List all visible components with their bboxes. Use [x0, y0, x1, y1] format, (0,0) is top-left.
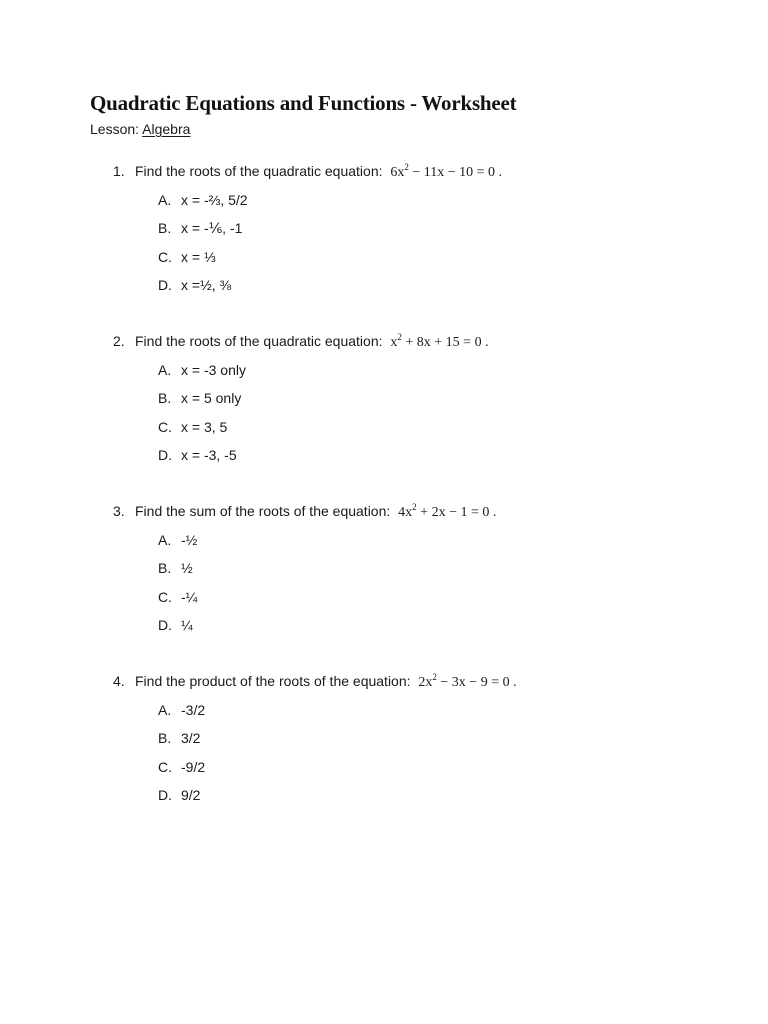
option-letter: D.: [158, 787, 172, 803]
option-text: -½: [181, 532, 198, 548]
question-prompt: Find the roots of the quadratic equation:: [135, 163, 383, 179]
option-text: x = -⅙, -1: [181, 220, 243, 236]
question-equation: [398, 502, 497, 520]
equation-exponent: 2: [404, 162, 409, 172]
option-text: x = -⅔, 5/2: [181, 192, 248, 208]
option-text: x = ⅓: [181, 249, 216, 265]
lesson-link-algebra[interactable]: Algebra: [142, 121, 191, 137]
option-letter: A.: [158, 702, 172, 718]
question-number: 1.: [113, 163, 125, 179]
option-text: 3/2: [181, 730, 201, 746]
equation-rest: + 8x + 15 = 0 .: [401, 335, 489, 350]
equation-exponent: 2: [397, 332, 402, 342]
option-letter: C.: [158, 759, 172, 775]
option-letter: C.: [158, 419, 172, 435]
option-text: x = 3, 5: [181, 419, 228, 435]
option-text: x =½, ⅜: [181, 277, 232, 293]
question-number: 2.: [113, 333, 125, 349]
option-text: 9/2: [181, 787, 201, 803]
equation-term: 6x: [390, 165, 405, 180]
question-equation: [390, 162, 503, 180]
question-text: [135, 163, 502, 181]
equation-term: 2x: [418, 675, 433, 690]
equation-rest: − 3x − 9 = 0 .: [436, 675, 517, 690]
option-letter: B.: [158, 220, 172, 236]
option-text: ½: [181, 560, 193, 576]
option-text: ¼: [181, 617, 193, 633]
question-prompt: Find the roots of the quadratic equation:: [135, 333, 383, 349]
question-prompt: Find the sum of the roots of the equation:: [135, 503, 391, 519]
equation-rest: − 11x − 10 = 0 .: [408, 165, 503, 180]
equation-term: 4x: [398, 505, 413, 520]
question-equation: [390, 332, 489, 350]
question-number: 3.: [113, 503, 125, 519]
question-number: 4.: [113, 673, 125, 689]
question-equation: [418, 672, 517, 690]
option-letter: A.: [158, 192, 172, 208]
option-letter: D.: [158, 277, 172, 293]
option-letter: A.: [158, 532, 172, 548]
equation-term: x: [390, 335, 398, 350]
option-text: -9/2: [181, 759, 206, 775]
option-letter: B.: [158, 390, 172, 406]
option-letter: B.: [158, 560, 172, 576]
equation-exponent: 2: [432, 672, 437, 682]
question-text: [135, 503, 496, 521]
option-text: x = -3, -5: [181, 447, 237, 463]
option-text: -3/2: [181, 702, 206, 718]
option-letter: D.: [158, 447, 172, 463]
question-prompt: Find the product of the roots of the equation:: [135, 673, 411, 689]
option-letter: C.: [158, 249, 172, 265]
option-letter: A.: [158, 362, 172, 378]
lesson-label: Lesson:: [90, 121, 143, 137]
equation-exponent: 2: [412, 502, 417, 512]
equation-rest: + 2x − 1 = 0 .: [416, 505, 497, 520]
question-text: [135, 673, 517, 691]
option-letter: C.: [158, 589, 172, 605]
question-text: [135, 333, 489, 351]
option-letter: B.: [158, 730, 172, 746]
page-title: Quadratic Equations and Functions - Worksheet: [90, 91, 517, 115]
option-letter: D.: [158, 617, 172, 633]
lesson-line: [90, 121, 190, 137]
option-text: -¼: [181, 589, 198, 605]
option-text: x = 5 only: [181, 390, 242, 406]
option-text: x = -3 only: [181, 362, 246, 378]
